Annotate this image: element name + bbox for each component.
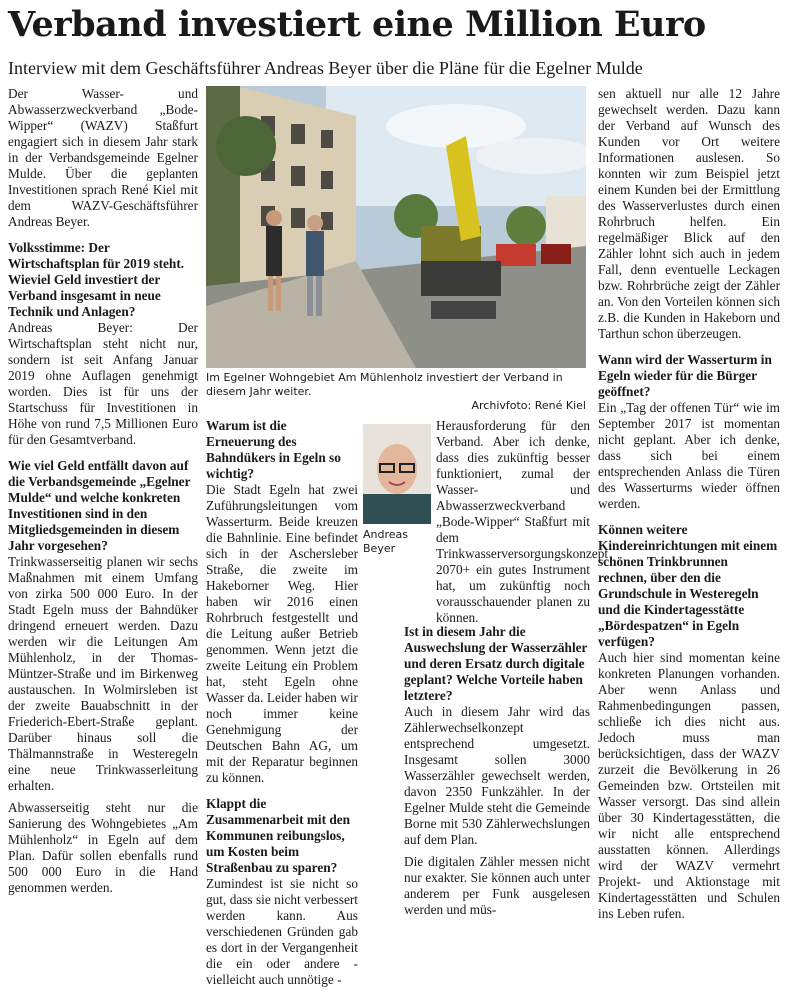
answer-2: Trinkwasserseitig planen wir sechs Maßnahmen mit einem Umfang von zirka 500 000 Euro. In der Stadt Egeln muss der Bahndüker dringend erneuert werden. Dazu werden wir die Leitungen Am Mühlenholz, in der Thomas-Müntzer-Straße und im Birkenweg austauschen. In Wolmirsleben ist der zweite Bauabschnitt in der Friederich-Ebert-Straße geplant. Darüber hinaus soll die Thälmannstraße in Westeregeln eine neue Trinkwasserleitung erhalten. (8, 554, 198, 793)
question-1: Volksstimme: Der Wirtschaftsplan für 2019 steht. Wieviel Geld investiert der Verband insgesamt in neue Technik und Anlagen? (8, 240, 185, 319)
column-2 (206, 414, 358, 994)
question-5: Ist in diesem Jahr die Auswechslung der Wasserzähler und deren Ersatz durch digitale geplant? Welche Vorteile haben letztere? (404, 624, 588, 703)
answer-1: Andreas Beyer: Der Wirtschaftsplan steht nicht nur, sondern ist seit Anfang Januar 2019 ohne Auflagen genehmigt worden. Dies ist für uns der Startschuss für Investitionen in Höhe von rund 7,5 Millionen Euro für den Gesamtverband. (8, 320, 198, 447)
article-subheadline: Interview mit dem Geschäftsführer Andreas Beyer über die Pläne für die Egelner Mulde (8, 58, 643, 78)
portrait-caption-last: Beyer (363, 542, 396, 555)
column-1 (8, 86, 198, 902)
photo-caption-text: Im Egelner Wohngebiet Am Mühlenholz investiert der Verband in diesem Jahr weiter. (206, 371, 563, 398)
article-headline: Verband investiert eine Million Euro (8, 4, 706, 45)
answer-5-end: sen aktuell nur alle 12 Jahre gewechselt werden. Dazu kann der Verband auf Wunsch des Kunden vor Ort weitere Informationen auslesen. So konnten wir zum Beispiel jetzt einem Kunden bei der Ermittlung des Wasserverlustes durch einen Rohrbruch helfen. Ein regelmäßiger Blick auf den Zähler lohnt sich auch in jedem Fall, denn eventuelle Leckagen bzw. Rohrbrüche zeigt der Zähler an. Von den Vorteilen können sich z.B. die Kunden in Hakeborn und Tarthun schon überzeugen. (598, 86, 780, 341)
construction-photo (206, 86, 586, 368)
construction-scene-image (206, 86, 586, 368)
answer-5-continued: Die digitalen Zähler messen nicht nur exakter. Sie können auch unter anderem per Funk ausgelesen werden und müs- (404, 854, 590, 917)
answer-3: Die Stadt Egeln hat zwei Zuführungsleitungen vom Wasserturm. Beide kreuzen die Bahnlinie. Eine befindet sich in der Aschersleber Straße, die zweite im Hakeborner Weg. Hier haben wir 2016 einen Rohrbruch festgestellt und die Leitung außer Betrieb genommen. Wenn jetzt die zweite Leitung ein Problem hat, steht Egeln ohne Wasser da. Leider haben wir noch immer keine Genehmigung der Deutschen Bahn AG, um mit der Reparatur beginnen zu können. (206, 482, 358, 785)
question-2: Wie viel Geld entfällt davon auf die Verbandsgemeinde „Egelner Mulde“ und welche konkreten Investitionen sind in den Mitgliedsgemeinden in diesem Jahr vorgesehen? (8, 458, 191, 553)
question-6: Wann wird der Wasserturm in Egeln wieder für die Bürger geöffnet? (598, 352, 772, 399)
portrait-image (363, 424, 431, 524)
answer-4-continued: Herausforderung für den Verband. Aber ich denke, dass dies zukünftig besser funktioniert, zumal der Wasser- und Abwasserzweckverband „Bode-Wipper“ Staßfurt mit dem Trinkwasserversorgungskonzept 2070+ ein gutes Instrument hat, um zukünftig noch vorausschauender planen zu können. (436, 418, 609, 625)
portrait-caption-first: Andreas (363, 528, 408, 541)
photo-credit: Archivfoto: René Kiel (471, 399, 586, 412)
answer-6: Ein „Tag der offenen Tür“ wie im September 2017 ist momentan nicht geplant. Aber ich denke, dass sich bei einem entsprechenden Anlass die Türen des Wasserturms wieder öffnen werden. (598, 400, 780, 511)
answer-2-continued: Abwasserseitig steht nur die Sanierung des Wohngebietes „Am Mühlenholz“ in Egeln auf dem Plan. Dafür sollen ebenfalls rund 500 000 Euro in die Hand genommen werden. (8, 800, 198, 895)
portrait-photo (363, 424, 431, 524)
column-3-lower (404, 624, 590, 924)
question-3: Warum ist die Erneuerung des Bahndükers in Egeln so wichtig? (206, 418, 341, 481)
answer-4: Zumindest ist sie nicht so gut, dass sie nicht verbessert werden kann. Aus verschiedenen Gründen gab es dort in der Vergangenheit die ein oder andere - vielleicht auch unnötige - (206, 876, 358, 987)
portrait-caption (363, 528, 408, 556)
photo-caption (206, 371, 586, 413)
answer-5: Auch in diesem Jahr wird das Zählerwechselkonzept entsprechend umgesetzt. Insgesamt sollen 3000 Wasserzähler gewechselt werden, davon 2350 Funkzähler. In der Egelner Mulde steht die Gemeinde Borne mit 530 Zählerwechslungen auf dem Plan. (404, 704, 590, 847)
answer-7: Auch hier sind momentan keine konkreten Planungen vorhanden. Aber wenn Anlass und Rahmenbedingungen passen, schließe ich dies nicht aus. Jedoch muss man berücksichtigen, dass der WAZV zurzeit die Bevölkerung in 26 Gemeinden bzw. Ortsteilen mit Wasser versorgt. Das sind allein über 30 Kindertagesstätten, die wir nicht alle entsprechend ausstatten können. Allerdings wird der WAZV vermehrt Projekt- und Aktionstage mit Kindertagesstätten und Schulen ins Leben rufen. (598, 650, 780, 921)
question-7: Können weitere Kindereinrichtungen mit einem schönen Trinkbrunnen rechnen, über den die Grundschule in Westeregeln und die Kindertagesstätte „Bördespatzen“ in Egeln verfügen? (598, 522, 778, 649)
column-4 (598, 86, 780, 928)
intro-paragraph: Der Wasser- und Abwasserzweckverband „Bode-Wipper“ (WAZV) Staßfurt engagiert sich in diesem Jahr stark in der Verbandsgemeinde Egelner Mulde. Über die geplanten Investitionen sprach René Kiel mit dem WAZV-Geschäftsführer Andreas Beyer. (8, 86, 198, 229)
column-3 (436, 414, 609, 632)
question-4: Klappt die Zusammenarbeit mit den Kommunen reibungslos, um Kosten beim Straßenbau zu sparen? (206, 796, 351, 875)
